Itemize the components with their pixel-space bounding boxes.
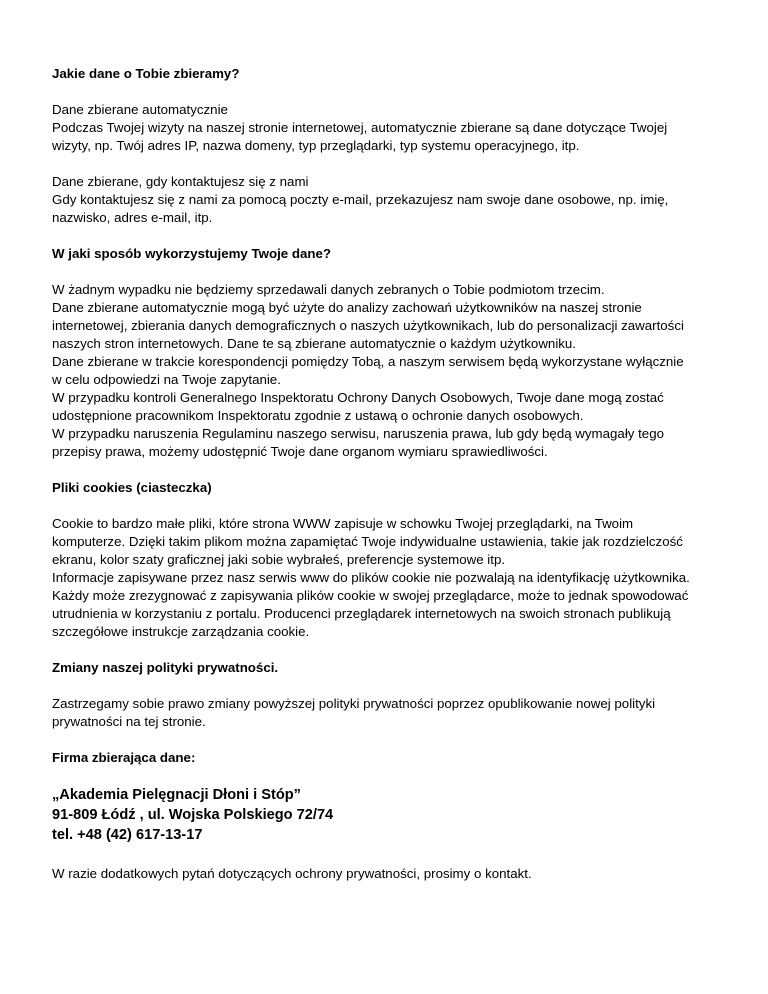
- text-line: Dane zbierane automatycznie: [52, 102, 228, 117]
- company-info: [52, 785, 692, 845]
- text-line: Każdy może zrezygnować z zapisywania plików cookie w swojej przeglądarce, może to jednak spowodować utrudnienia w korzystaniu z portalu. Producenci przeglądarek internetowych na swoich stronach publikują szczegółowe instrukcje zarządzania cookie.: [52, 588, 689, 639]
- text-line: Dane zbierane automatycznie mogą być użyte do analizy zachowań użytkowników na naszej stronie internetowej, zbierania danych demograficznych o naszych użytkownikach, lub do personalizacji zawartości naszych stron internetowych. Dane te są zbierane automatycznie o każdym użytkowniku.: [52, 300, 684, 351]
- text-line: Dane zbierane, gdy kontaktujesz się z nami: [52, 174, 309, 189]
- privacy-policy-document: [52, 65, 692, 883]
- section-heading-policy-changes: Zmiany naszej polityki prywatności.: [52, 660, 279, 675]
- company-phone: tel. +48 (42) 617-13-17: [52, 827, 203, 843]
- text-line: Dane zbierane w trakcie korespondencji pomiędzy Tobą, a naszym serwisem będą wykorzystane wyłącznie w celu odpowiedzi na Twoje zapytanie.: [52, 354, 684, 387]
- section-heading-data-usage: W jaki sposób wykorzystujemy Twoje dane?: [52, 246, 332, 261]
- paragraph-data-usage: [52, 281, 692, 461]
- company-heading: Firma zbierająca dane:: [52, 750, 196, 765]
- text-line: W przypadku kontroli Generalnego Inspektoratu Ochrony Danych Osobowych, Twoje dane mogą zostać udostępnione pracownikom Inspektoratu zgodnie z ustawą o ochronie danych osobowych.: [52, 390, 664, 423]
- paragraph-policy-changes: [52, 695, 692, 731]
- closing-note: W razie dodatkowych pytań dotyczących ochrony prywatności, prosimy o kontakt.: [52, 866, 532, 881]
- text-line: Gdy kontaktujesz się z nami za pomocą poczty e-mail, przekazujesz nam swoje dane osobowe, np. imię, nazwisko, adres e-mail, itp.: [52, 192, 669, 225]
- company-address: 91-809 Łódź , ul. Wojska Polskiego 72/74: [52, 807, 334, 823]
- company-name: „Akademia Pielęgnacji Dłoni i Stóp”: [52, 787, 301, 803]
- text-line: Informacje zapisywane przez nasz serwis www do plików cookie nie pozwalają na identyfikację użytkownika.: [52, 570, 690, 585]
- text-line: W żadnym wypadku nie będziemy sprzedawali danych zebranych o Tobie podmiotom trzecim.: [52, 282, 605, 297]
- text-line: Zastrzegamy sobie prawo zmiany powyższej polityki prywatności poprzez opublikowanie nowej polityki prywatności na tej stronie.: [52, 696, 656, 729]
- text-line: Cookie to bardzo małe pliki, które strona WWW zapisuje w schowku Twojej przeglądarki, na Twoim komputerze. Dzięki takim plikom można zapamiętać Twoje indywidualne ustawienia, takie jak rozdzielczość ekranu, kolor szaty graficznej jaki sobie wybrałeś, preferencje systemowe itp.: [52, 516, 683, 567]
- section-heading-cookies: Pliki cookies (ciasteczka): [52, 480, 212, 495]
- section-heading-data-collected: Jakie dane o Tobie zbieramy?: [52, 66, 240, 81]
- text-line: Podczas Twojej wizyty na naszej stronie internetowej, automatycznie zbierane są dane dotyczące Twojej wizyty, np. Twój adres IP, nazwa domeny, typ przeglądarki, typ systemu operacyjnego, itp.: [52, 120, 668, 153]
- paragraph-cookies: [52, 515, 692, 641]
- paragraph-automatic-data: [52, 101, 692, 155]
- paragraph-contact-data: [52, 173, 692, 227]
- text-line: W przypadku naruszenia Regulaminu naszego serwisu, naruszenia prawa, lub gdy będą wymagały tego przepisy prawa, możemy udostępnić Twoje dane organom wymiaru sprawiedliwości.: [52, 426, 664, 459]
